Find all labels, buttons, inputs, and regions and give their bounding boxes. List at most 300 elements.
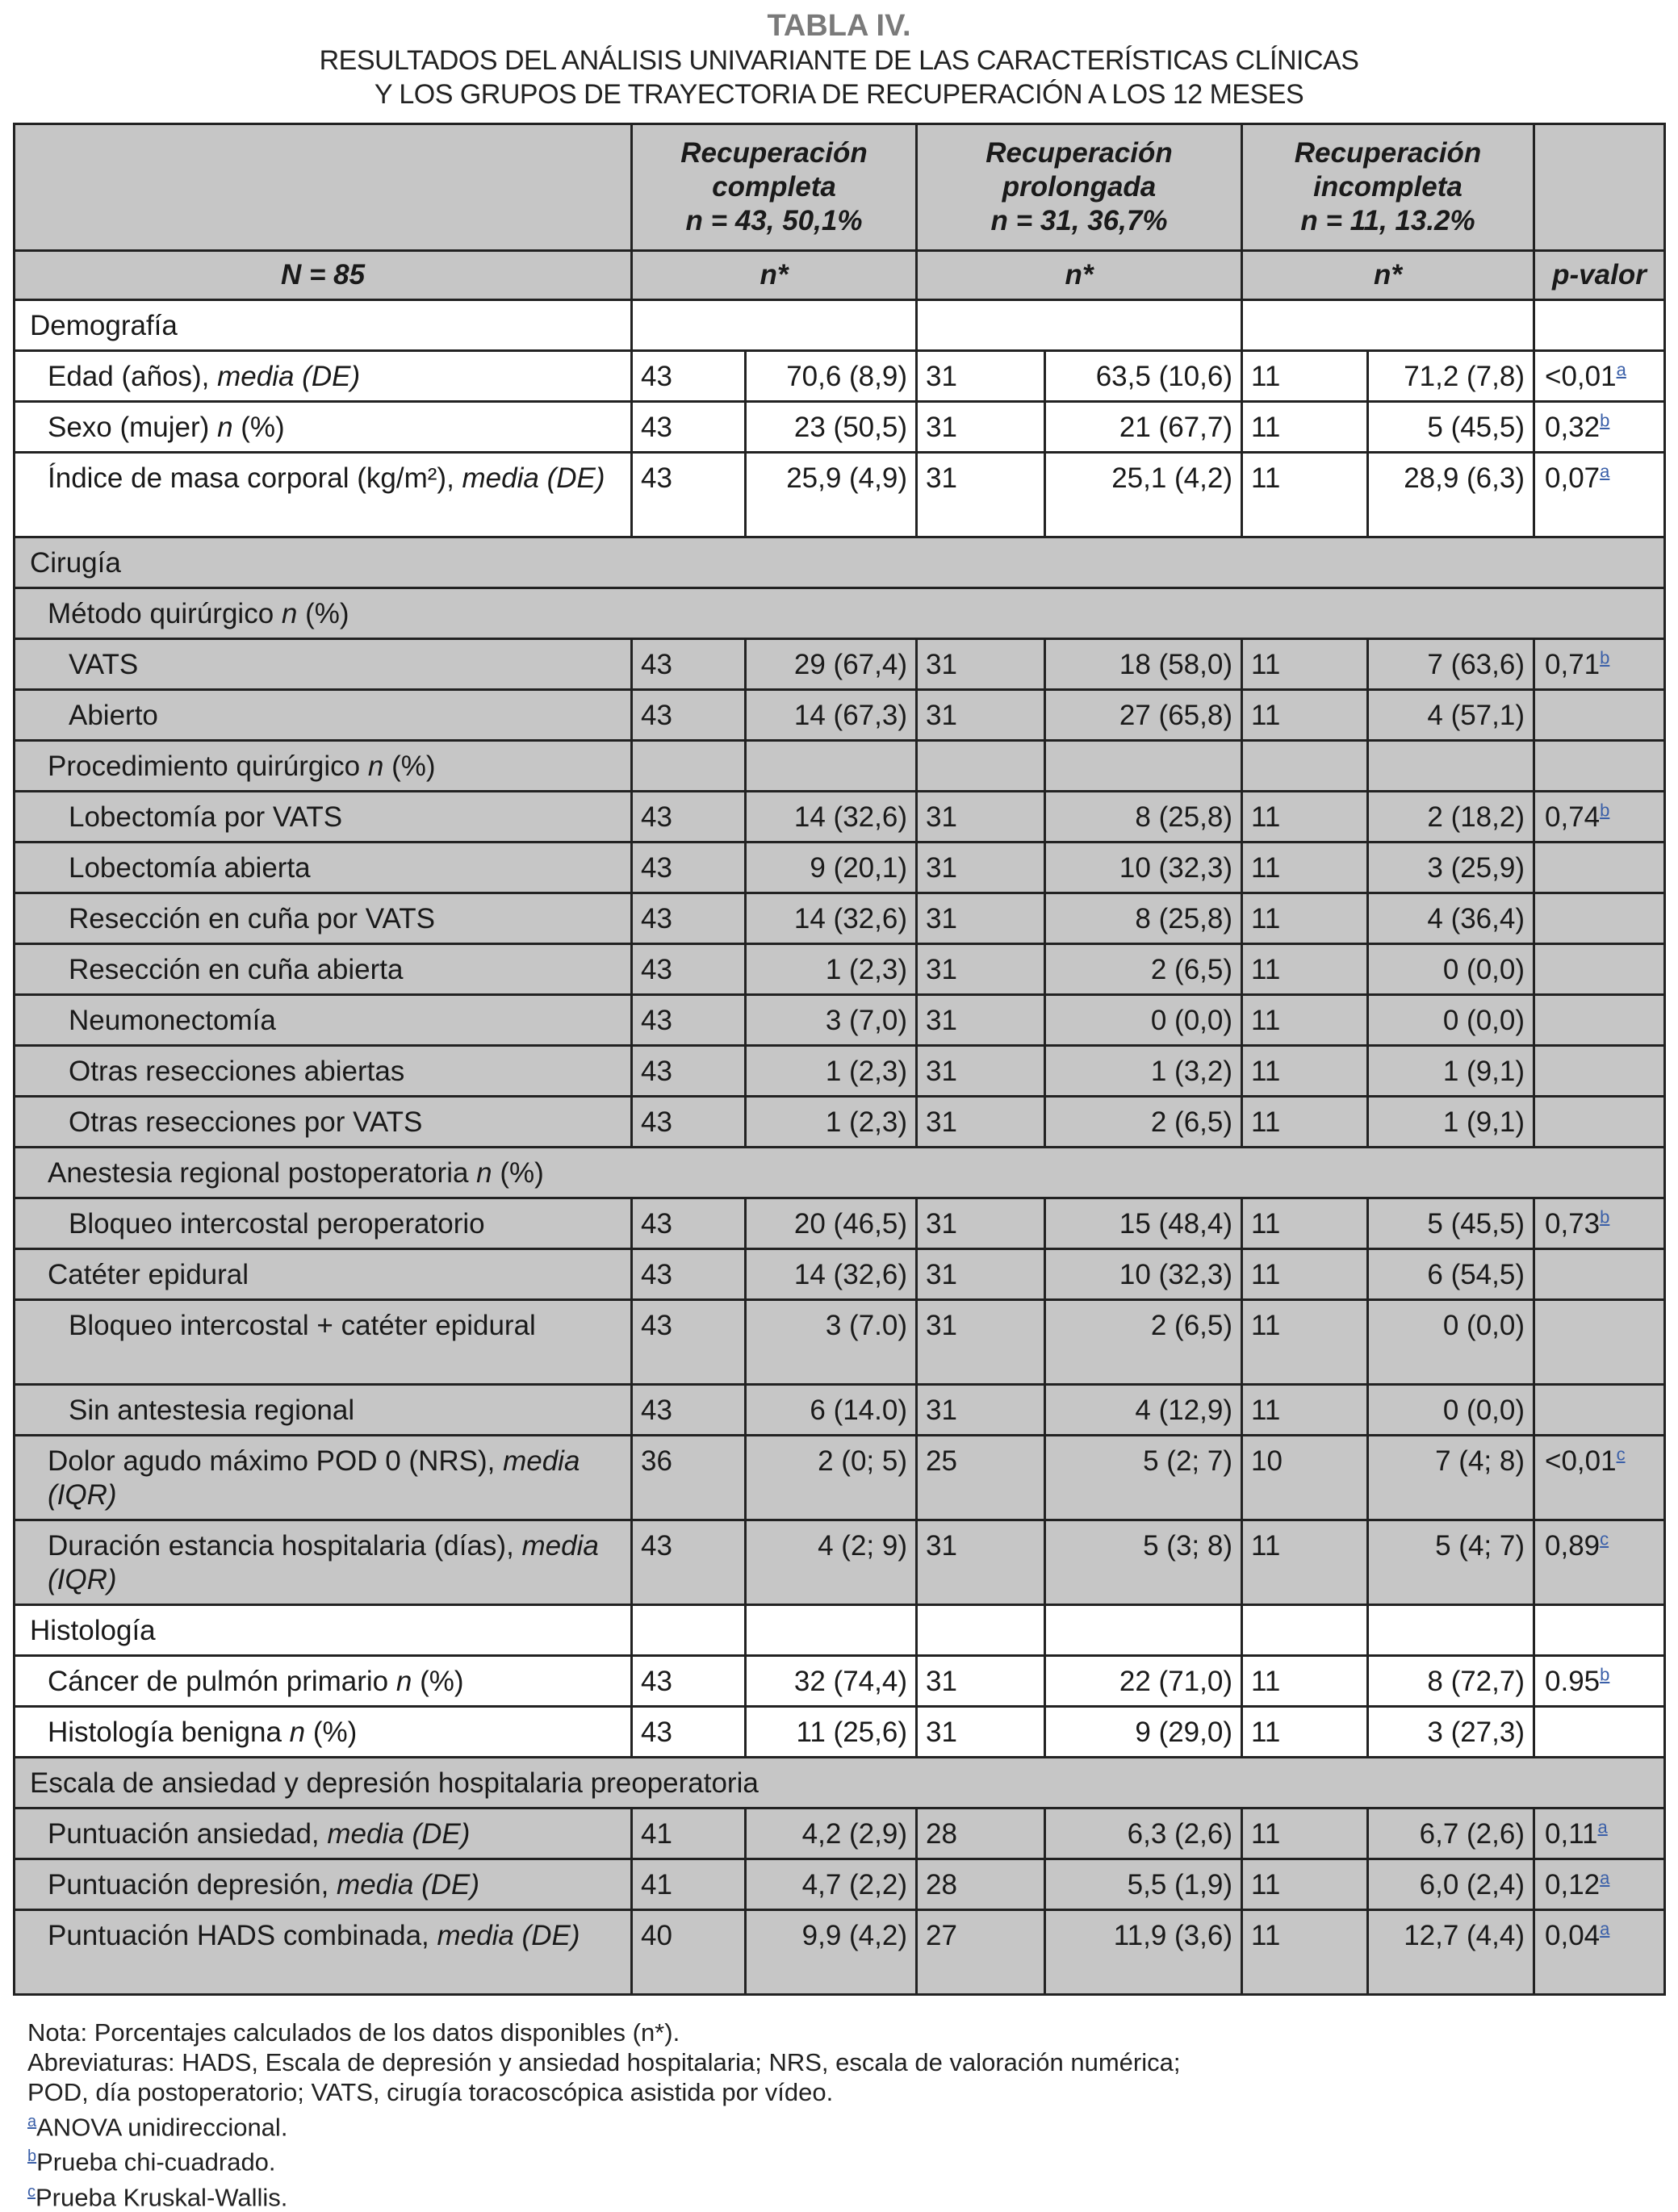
n-incomplete-cell	[1242, 1198, 1368, 1249]
row-label-suffix: (%)	[383, 751, 436, 782]
n-prolonged: 31	[926, 1056, 957, 1087]
table-row	[15, 843, 1665, 893]
header-line: n = 31, 36,7%	[990, 205, 1168, 236]
value-prolonged: 27 (65,8)	[1119, 700, 1232, 731]
table-row	[15, 1859, 1665, 1910]
value-prolonged-cell	[1045, 402, 1242, 453]
row-label	[15, 1859, 632, 1910]
row-label-text: Bloqueo intercostal peroperatorio	[69, 1208, 485, 1240]
value-prolonged-cell	[1045, 792, 1242, 843]
value-complete: 14 (32,6)	[793, 1259, 907, 1290]
row-label-italic: n	[289, 1716, 306, 1748]
n-complete-cell	[632, 690, 746, 741]
row-label-italic: n	[217, 412, 233, 443]
p-value-cell	[1534, 1198, 1665, 1249]
header-line: Recuperación	[1294, 137, 1482, 169]
value-prolonged-cell	[1045, 1300, 1242, 1385]
p-value: <0,01	[1545, 361, 1617, 392]
row-label-text: Cáncer de pulmón primario	[48, 1666, 396, 1697]
n-prolonged-cell	[917, 639, 1045, 690]
n-complete-cell	[632, 1436, 746, 1520]
footnote-link[interactable]: a	[1600, 1867, 1610, 1888]
value-complete-cell	[746, 792, 917, 843]
n-complete: 43	[641, 1106, 672, 1138]
row-label-text: Otras resecciones por VATS	[69, 1106, 423, 1138]
header-line: n = 11, 13.2%	[1300, 205, 1475, 236]
value-incomplete: 7 (4; 8)	[1435, 1445, 1525, 1477]
p-value: 0,73	[1545, 1208, 1601, 1240]
row-label	[15, 1605, 632, 1656]
footnote-a	[27, 2107, 1180, 2142]
n-incomplete-cell	[1242, 995, 1368, 1046]
value-complete-cell	[746, 453, 917, 537]
row-label-text: Puntuación ansiedad,	[48, 1818, 328, 1850]
row-label-text: Cirugía	[30, 547, 121, 579]
n-incomplete: 11	[1251, 1310, 1281, 1341]
table-row	[15, 1300, 1665, 1385]
n-complete: 43	[641, 1530, 672, 1562]
value-prolonged: 22 (71,0)	[1119, 1666, 1232, 1697]
n-incomplete: 11	[1251, 1259, 1281, 1290]
value-complete-cell	[746, 1707, 917, 1758]
n-prolonged: 31	[926, 700, 957, 731]
value-prolonged: 1 (3,2)	[1150, 1056, 1232, 1087]
footnote-text: Prueba Kruskal-Wallis.	[36, 2182, 288, 2211]
footnote-text: ANOVA unidireccional.	[36, 2113, 288, 2142]
n-complete: 43	[641, 1666, 672, 1697]
value-incomplete: 3 (27,3)	[1427, 1716, 1525, 1748]
row-label	[15, 453, 632, 537]
value-incomplete-cell	[1368, 944, 1534, 995]
value-incomplete-cell	[1368, 351, 1534, 402]
row-label-text: Lobectomía por VATS	[69, 801, 343, 833]
n-incomplete: 11	[1251, 1530, 1281, 1562]
n-prolonged-cell	[917, 944, 1045, 995]
value-prolonged-cell	[1045, 1385, 1242, 1436]
empty-cell	[1368, 741, 1534, 792]
value-complete-cell	[746, 1656, 917, 1707]
p-value-cell	[1534, 1520, 1665, 1605]
value-complete: 2 (0; 5)	[818, 1445, 907, 1477]
value-complete: 29 (67,4)	[793, 649, 907, 680]
table-row	[15, 1385, 1665, 1436]
footnote-link[interactable]: c	[1616, 1444, 1626, 1465]
section-row	[15, 537, 1665, 588]
footnote-text: Prueba chi-cuadrado.	[36, 2147, 276, 2176]
empty-cell	[917, 741, 1045, 792]
row-label-italic: media (DE)	[327, 1818, 471, 1850]
value-complete-cell	[746, 1046, 917, 1097]
n-incomplete-cell	[1242, 402, 1368, 453]
n-incomplete: 11	[1251, 1208, 1281, 1240]
p-value-cell	[1534, 690, 1665, 741]
n-incomplete-cell	[1242, 1656, 1368, 1707]
value-prolonged-cell	[1045, 1046, 1242, 1097]
value-incomplete-cell	[1368, 402, 1534, 453]
header-empty-p	[1534, 124, 1665, 251]
n-complete: 41	[641, 1869, 672, 1900]
footnote-link[interactable]: b	[1600, 800, 1610, 821]
value-incomplete-cell	[1368, 1520, 1534, 1605]
n-prolonged: 31	[926, 801, 957, 833]
p-value-cell	[1534, 843, 1665, 893]
n-complete-cell	[632, 1520, 746, 1605]
table-notes	[27, 2018, 1180, 2212]
value-prolonged-cell	[1045, 1097, 1242, 1148]
header-n-prolonged: n*	[917, 251, 1242, 300]
footnote-mark[interactable]: b	[27, 2147, 37, 2166]
n-complete-cell	[632, 1249, 746, 1300]
value-complete-cell	[746, 893, 917, 944]
value-prolonged-cell	[1045, 843, 1242, 893]
value-complete: 4 (2; 9)	[818, 1530, 907, 1562]
row-label-italic: media (IQR)	[48, 1445, 580, 1511]
value-incomplete: 4 (36,4)	[1427, 903, 1525, 935]
n-prolonged-cell	[917, 453, 1045, 537]
n-incomplete: 11	[1251, 361, 1281, 392]
value-complete: 14 (67,3)	[793, 700, 907, 731]
footnote-link[interactable]: b	[1600, 1664, 1610, 1685]
value-prolonged-cell	[1045, 893, 1242, 944]
footnote-link[interactable]: a	[1597, 1817, 1608, 1838]
n-complete-cell	[632, 1808, 746, 1859]
footnote-link[interactable]: a	[1600, 1918, 1610, 1939]
table-row	[15, 995, 1665, 1046]
value-incomplete: 5 (45,5)	[1427, 1208, 1525, 1240]
value-complete-cell	[746, 1808, 917, 1859]
row-label	[15, 843, 632, 893]
value-incomplete-cell	[1368, 1249, 1534, 1300]
p-value-cell	[1534, 1656, 1665, 1707]
row-label	[15, 944, 632, 995]
n-incomplete-cell	[1242, 893, 1368, 944]
row-label-suffix: (%)	[297, 598, 349, 629]
value-incomplete-cell	[1368, 690, 1534, 741]
row-label	[15, 1707, 632, 1758]
table-row	[15, 1046, 1665, 1097]
row-label-text: Otras resecciones abiertas	[69, 1056, 405, 1087]
n-prolonged-cell	[917, 1520, 1045, 1605]
n-prolonged-cell	[917, 1249, 1045, 1300]
value-incomplete-cell	[1368, 1436, 1534, 1520]
p-value-cell	[1534, 639, 1665, 690]
section-row	[15, 1758, 1665, 1808]
value-complete-cell	[746, 1300, 917, 1385]
value-incomplete-cell	[1368, 1910, 1534, 1995]
header-n-incomplete: n*	[1242, 251, 1534, 300]
n-prolonged-cell	[917, 1385, 1045, 1436]
value-prolonged-cell	[1045, 995, 1242, 1046]
n-prolonged-cell	[917, 1436, 1045, 1520]
n-prolonged-cell	[917, 1808, 1045, 1859]
row-label-text: VATS	[69, 649, 139, 680]
n-incomplete: 11	[1251, 1056, 1281, 1087]
header-line: incompleta	[1313, 171, 1462, 203]
row-label	[15, 537, 1665, 588]
n-prolonged: 31	[926, 1530, 957, 1562]
table-row	[15, 453, 1665, 537]
value-prolonged-cell	[1045, 944, 1242, 995]
n-prolonged: 31	[926, 954, 957, 985]
n-prolonged: 31	[926, 1395, 957, 1426]
n-incomplete-cell	[1242, 1097, 1368, 1148]
value-prolonged: 8 (25,8)	[1135, 903, 1232, 935]
value-complete-cell	[746, 1436, 917, 1520]
value-incomplete-cell	[1368, 1385, 1534, 1436]
row-label-suffix: (%)	[412, 1666, 464, 1697]
value-complete-cell	[746, 1859, 917, 1910]
n-prolonged-cell	[917, 1910, 1045, 1995]
n-complete: 41	[641, 1818, 672, 1850]
n-incomplete-cell	[1242, 1300, 1368, 1385]
value-complete-cell	[746, 1520, 917, 1605]
n-prolonged-cell	[917, 1097, 1045, 1148]
n-prolonged: 25	[926, 1445, 957, 1477]
header-prolonged-recovery	[917, 124, 1242, 251]
value-prolonged: 9 (29,0)	[1135, 1716, 1232, 1748]
value-incomplete: 12,7 (4,4)	[1404, 1920, 1525, 1951]
footnote-link[interactable]: b	[1600, 647, 1610, 668]
value-prolonged: 5 (2; 7)	[1143, 1445, 1232, 1477]
empty-cell	[632, 741, 746, 792]
section-row	[15, 741, 1665, 792]
row-label-italic: media (DE)	[437, 1920, 580, 1951]
row-label-text: Lobectomía abierta	[69, 852, 311, 884]
footnote-mark[interactable]: a	[27, 2113, 37, 2130]
header-n-complete: n*	[632, 251, 917, 300]
row-label-text: Sin antestesia regional	[69, 1395, 355, 1426]
row-label-suffix: (%)	[305, 1716, 358, 1748]
n-prolonged-cell	[917, 792, 1045, 843]
n-complete-cell	[632, 453, 746, 537]
section-row	[15, 300, 1665, 351]
value-complete: 4,7 (2,2)	[801, 1869, 907, 1900]
table-row	[15, 1520, 1665, 1605]
value-complete-cell	[746, 351, 917, 402]
empty-cell	[1045, 741, 1242, 792]
value-incomplete: 1 (9,1)	[1442, 1106, 1525, 1138]
row-label-text: Dolor agudo máximo POD 0 (NRS),	[48, 1445, 504, 1477]
n-prolonged-cell	[917, 1198, 1045, 1249]
row-label	[15, 1758, 1665, 1808]
p-value: 0,32	[1545, 412, 1601, 443]
table-row	[15, 1808, 1665, 1859]
table-row	[15, 1436, 1665, 1520]
value-prolonged: 2 (6,5)	[1150, 1106, 1232, 1138]
p-value: 0,89	[1545, 1530, 1601, 1562]
row-label-text: Anestesia regional postoperatoria	[48, 1157, 477, 1189]
p-value-cell	[1534, 1859, 1665, 1910]
p-value-cell	[1534, 453, 1665, 537]
results-table	[13, 123, 1666, 1996]
value-incomplete: 0 (0,0)	[1442, 1395, 1525, 1426]
p-value-cell	[1534, 792, 1665, 843]
n-incomplete-cell	[1242, 1859, 1368, 1910]
value-incomplete-cell	[1368, 1707, 1534, 1758]
n-incomplete-cell	[1242, 1910, 1368, 1995]
row-label-text: Edad (años),	[48, 361, 218, 392]
footnote-link[interactable]: b	[1600, 1206, 1610, 1227]
header-p-value: p-valor	[1534, 251, 1665, 300]
n-incomplete-cell	[1242, 1385, 1368, 1436]
value-prolonged-cell	[1045, 351, 1242, 402]
footnote-b	[27, 2142, 1180, 2176]
footnote-link[interactable]: a	[1600, 461, 1610, 482]
n-complete: 43	[641, 1056, 672, 1087]
row-label	[15, 1198, 632, 1249]
p-value-cell	[1534, 893, 1665, 944]
value-incomplete-cell	[1368, 1859, 1534, 1910]
value-incomplete: 6,7 (2,6)	[1419, 1818, 1525, 1850]
n-incomplete: 11	[1251, 700, 1281, 731]
n-incomplete-cell	[1242, 351, 1368, 402]
n-incomplete-cell	[1242, 843, 1368, 893]
footnote-mark[interactable]: c	[27, 2182, 36, 2201]
row-label-text: Histología benigna	[48, 1716, 290, 1748]
n-complete: 43	[641, 1716, 672, 1748]
value-prolonged: 10 (32,3)	[1119, 1259, 1232, 1290]
row-label	[15, 792, 632, 843]
table-title-line-1: RESULTADOS DEL ANÁLISIS UNIVARIANTE DE LAS CARACTERÍSTICAS CLÍNICAS	[319, 45, 1359, 76]
value-prolonged-cell	[1045, 1520, 1242, 1605]
value-complete: 20 (46,5)	[793, 1208, 907, 1240]
n-prolonged: 28	[926, 1818, 957, 1850]
row-label-text: Catéter epidural	[48, 1259, 249, 1290]
row-label-italic: n	[281, 598, 298, 629]
row-label-text: Método quirúrgico	[48, 598, 282, 629]
value-complete: 25,9 (4,9)	[786, 462, 907, 494]
n-complete-cell	[632, 995, 746, 1046]
p-value-cell	[1534, 351, 1665, 402]
n-prolonged: 27	[926, 1920, 957, 1951]
table-row	[15, 792, 1665, 843]
n-complete-cell	[632, 1910, 746, 1995]
value-complete-cell	[746, 1910, 917, 1995]
value-complete-cell	[746, 995, 917, 1046]
n-incomplete-cell	[1242, 1520, 1368, 1605]
n-incomplete: 11	[1251, 1818, 1281, 1850]
value-prolonged: 21 (67,7)	[1119, 412, 1232, 443]
row-label-text: Duración estancia hospitalaria (días),	[48, 1530, 522, 1562]
n-complete: 43	[641, 361, 672, 392]
row-label	[15, 1046, 632, 1097]
value-prolonged: 25,1 (4,2)	[1111, 462, 1232, 494]
p-value: 0,74	[1545, 801, 1601, 833]
n-complete-cell	[632, 843, 746, 893]
table-row	[15, 1097, 1665, 1148]
row-label-italic: media (DE)	[462, 462, 605, 494]
table-row	[15, 1656, 1665, 1707]
header-line: n = 43, 50,1%	[685, 205, 863, 236]
value-complete: 1 (2,3)	[825, 1106, 907, 1138]
p-value-cell	[1534, 1385, 1665, 1436]
p-value-cell	[1534, 402, 1665, 453]
p-value: 0,11	[1545, 1818, 1598, 1850]
row-label	[15, 1097, 632, 1148]
p-value-cell	[1534, 995, 1665, 1046]
p-value: <0,01	[1545, 1445, 1617, 1477]
header-line: Recuperación	[680, 137, 868, 169]
footnote-c	[27, 2177, 1180, 2212]
value-complete-cell	[746, 843, 917, 893]
p-value-cell	[1534, 1249, 1665, 1300]
empty-cell	[1242, 300, 1534, 351]
footnote-link[interactable]: b	[1600, 410, 1610, 431]
p-value-cell	[1534, 1436, 1665, 1520]
value-complete: 11 (25,6)	[796, 1716, 907, 1748]
n-complete: 43	[641, 1310, 672, 1341]
n-prolonged-cell	[917, 402, 1045, 453]
n-incomplete: 11	[1251, 1869, 1281, 1900]
row-label	[15, 1249, 632, 1300]
n-incomplete-cell	[1242, 453, 1368, 537]
value-prolonged: 4 (12,9)	[1135, 1395, 1232, 1426]
row-label-text: Sexo (mujer)	[48, 412, 218, 443]
n-incomplete-cell	[1242, 1046, 1368, 1097]
n-complete-cell	[632, 1097, 746, 1148]
value-incomplete: 71,2 (7,8)	[1404, 361, 1525, 392]
abbreviations-line-1: Abreviaturas: HADS, Escala de depresión y ansiedad hospitalaria; NRS, escala de valoración numérica;	[27, 2048, 1181, 2076]
n-complete: 43	[641, 801, 672, 833]
footnote-link[interactable]: a	[1616, 359, 1626, 380]
row-label	[15, 1520, 632, 1605]
empty-cell	[746, 741, 917, 792]
row-label-text: Escala de ansiedad y depresión hospitalaria preoperatoria	[30, 1767, 759, 1799]
value-complete: 9,9 (4,2)	[801, 1920, 907, 1951]
value-incomplete: 5 (45,5)	[1427, 412, 1525, 443]
value-prolonged-cell	[1045, 1656, 1242, 1707]
row-label	[15, 690, 632, 741]
value-incomplete: 28,9 (6,3)	[1404, 462, 1525, 494]
table-row	[15, 351, 1665, 402]
row-label-text: Abierto	[69, 700, 158, 731]
n-complete: 43	[641, 700, 672, 731]
value-complete: 3 (7.0)	[825, 1310, 907, 1341]
value-incomplete-cell	[1368, 1808, 1534, 1859]
table-title-line-2: Y LOS GRUPOS DE TRAYECTORIA DE RECUPERACIÓN A LOS 12 MESES	[374, 79, 1304, 110]
n-prolonged: 31	[926, 1208, 957, 1240]
header-line: prolongada	[1002, 171, 1157, 203]
n-incomplete-cell	[1242, 1249, 1368, 1300]
row-label-italic: media (IQR)	[48, 1530, 599, 1595]
row-label-text: Puntuación HADS combinada,	[48, 1920, 437, 1951]
footnote-link[interactable]: c	[1600, 1528, 1609, 1549]
n-prolonged-cell	[917, 995, 1045, 1046]
value-incomplete-cell	[1368, 1046, 1534, 1097]
value-prolonged-cell	[1045, 453, 1242, 537]
value-prolonged: 10 (32,3)	[1119, 852, 1232, 884]
value-complete: 23 (50,5)	[793, 412, 907, 443]
n-incomplete-cell	[1242, 944, 1368, 995]
n-incomplete: 11	[1251, 1716, 1281, 1748]
row-label	[15, 1910, 632, 1995]
row-label-text: Demografía	[30, 310, 178, 341]
value-prolonged: 5 (3; 8)	[1143, 1530, 1232, 1562]
n-prolonged-cell	[917, 1656, 1045, 1707]
value-prolonged: 5,5 (1,9)	[1127, 1869, 1232, 1900]
n-complete-cell	[632, 1656, 746, 1707]
n-incomplete: 11	[1251, 852, 1281, 884]
n-prolonged: 31	[926, 852, 957, 884]
n-incomplete: 11	[1251, 462, 1281, 494]
table-row	[15, 1707, 1665, 1758]
row-label-italic: n	[476, 1157, 492, 1189]
n-complete-cell	[632, 893, 746, 944]
p-value-cell	[1534, 1707, 1665, 1758]
value-prolonged-cell	[1045, 1910, 1242, 1995]
n-prolonged: 31	[926, 412, 957, 443]
row-label-text: Histología	[30, 1615, 156, 1646]
